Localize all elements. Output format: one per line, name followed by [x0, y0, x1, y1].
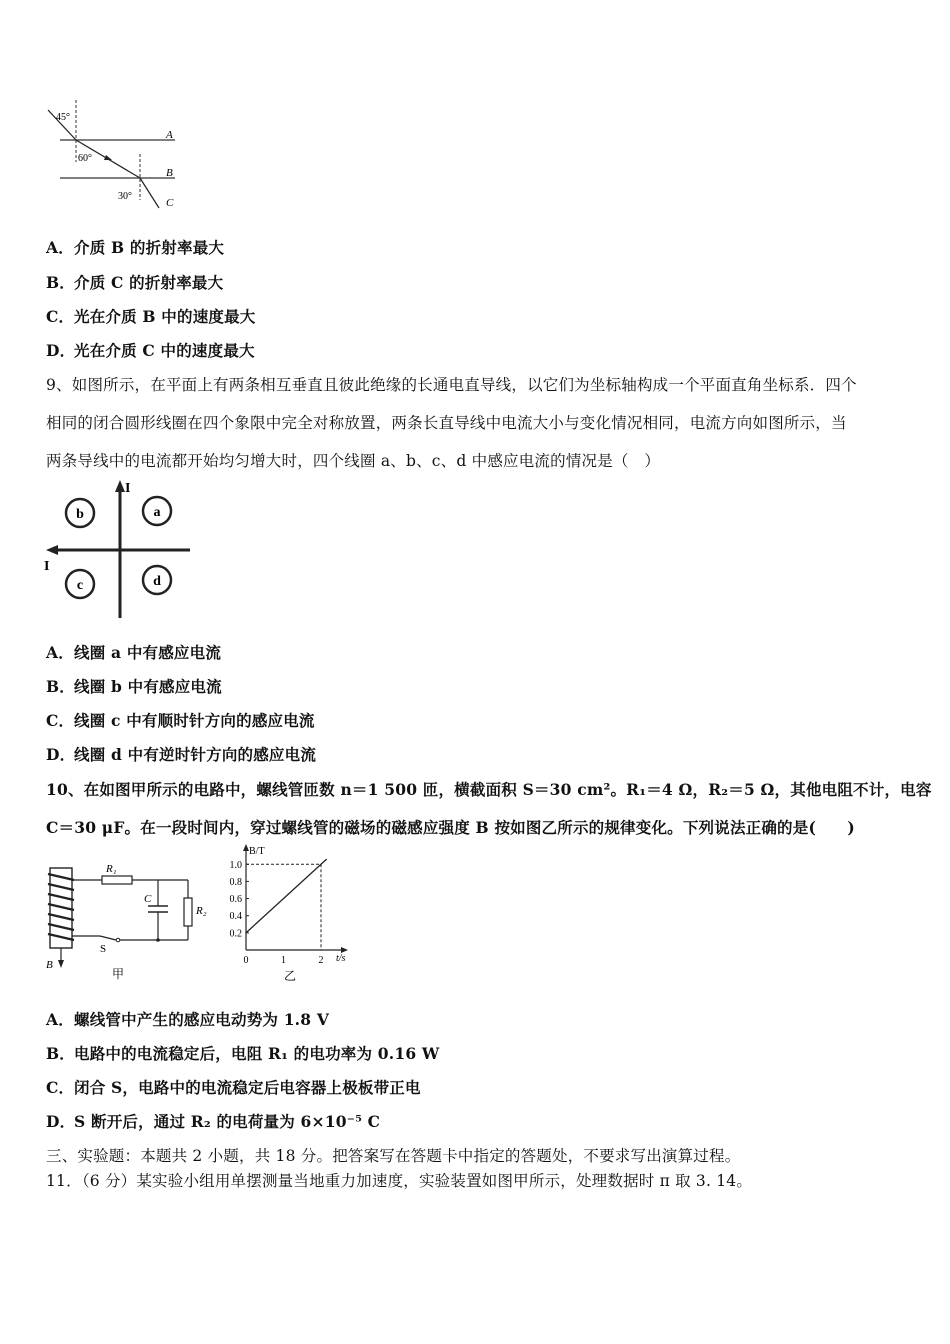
- current-label-vertical: I: [125, 481, 131, 496]
- q8-option-b: B．介质 C 的折射率最大: [46, 273, 224, 292]
- q8-option-c: C．光在介质 B 中的速度最大: [46, 307, 256, 326]
- q9-stem-line2: 相同的闭合圆形线圈在四个象限中完全对称放置，两条长直导线中电流大小与变化情况相同，电流方向如图所示，当: [46, 414, 847, 432]
- y-tick-label: 0.6: [229, 894, 242, 906]
- label-b: B: [46, 959, 53, 971]
- q10-option-a: A．螺线管中产生的感应电动势为 1.8 V: [46, 1010, 330, 1029]
- x-axis-label: t/s: [336, 953, 346, 964]
- coil-d-label: d: [153, 574, 161, 589]
- refraction-diagram: [40, 100, 200, 215]
- section-3-heading: 三、实验题：本题共 2 小题，共 18 分。把答案写在答题卡中指定的答题处，不要求写出演算过程。: [46, 1147, 741, 1165]
- q8-option-d: D．光在介质 C 中的速度最大: [46, 341, 255, 360]
- circuit-diagram: [40, 852, 220, 987]
- series-line-B: [246, 859, 327, 933]
- q9-option-a: A．线圈 a 中有感应电流: [46, 643, 222, 662]
- q9-stem-line1: 9、如图所示，在平面上有两条相互垂直且彼此绝缘的长通电直导线，以它们为坐标轴构成一个平面直角坐标系．四个: [46, 376, 857, 394]
- caption-yi: 乙: [284, 969, 297, 983]
- q9-option-d: D．线圈 d 中有逆时针方向的感应电流: [46, 745, 317, 764]
- q10-option-b: B．电路中的电流稳定后，电阻 R₁ 的电功率为 0.16 W: [46, 1044, 440, 1063]
- q8-option-a: A．介质 B 的折射率最大: [46, 238, 225, 257]
- resistor-r2: [184, 898, 192, 926]
- label-s: S: [100, 943, 107, 955]
- x-tick-label: 2: [318, 955, 324, 966]
- label-r2: R₂: [196, 905, 207, 917]
- q10-stem-line1: 10、在如图甲所示的电路中，螺线管匝数 n＝1 500 匝，横截面积 S＝30 cm²。R₁＝4 Ω，R₂＝5 Ω，其他电阻不计，电容: [46, 780, 932, 799]
- q9-option-c: C．线圈 c 中有顺时针方向的感应电流: [46, 711, 315, 730]
- switch-s: [100, 936, 116, 940]
- q9-stem-line3: 两条导线中的电流都开始均匀增大时，四个线圈 a、b、c、d 中感应电流的情况是（ ）: [46, 452, 661, 470]
- q10-option-c: C．闭合 S，电路中的电流稳定后电容器上极板带正电: [46, 1078, 421, 1097]
- resistor-r1: [102, 876, 132, 884]
- coils-diagram: [40, 478, 200, 623]
- q10-stem-line2: C＝30 μF。在一段时间内，穿过螺线管的磁场的磁感应强度 B 按如图乙所示的规律变化。下列说法正确的是( ): [46, 818, 855, 837]
- y-tick-label: 1.0: [229, 859, 242, 871]
- caption-jia: 甲: [112, 967, 125, 981]
- q10-option-d: D．S 断开后，通过 R₂ 的电荷量为 6×10⁻⁵ C: [46, 1112, 381, 1131]
- y-tick-label: 0.2: [229, 928, 242, 940]
- coil-b-label: b: [76, 507, 84, 522]
- label-r1: R₁: [106, 863, 117, 875]
- q9-option-b: B．线圈 b 中有感应电流: [46, 677, 222, 696]
- y-tick-label: 0.4: [229, 911, 242, 923]
- angle-45: 45°: [56, 112, 70, 123]
- y-axis-label: B/T: [249, 846, 265, 857]
- x-tick-label: 0: [243, 955, 249, 966]
- angle-60: 60°: [78, 153, 92, 164]
- current-label-horizontal: I: [44, 559, 50, 574]
- label-c: C: [144, 893, 152, 905]
- angle-30: 30°: [118, 191, 132, 202]
- label-A: A: [166, 129, 173, 141]
- x-tick-label: 1: [281, 955, 286, 966]
- y-tick-label: 0.8: [229, 876, 242, 888]
- coil-a-label: a: [153, 505, 161, 520]
- label-C: C: [166, 197, 174, 209]
- label-B: B: [166, 167, 173, 179]
- coil-c-label: c: [76, 578, 84, 593]
- bt-graph: [220, 842, 360, 987]
- q11-stem: 11．（6 分）某实验小组用单摆测量当地重力加速度，实验装置如图甲所示，处理数据时 π 取 3. 14。: [46, 1172, 753, 1190]
